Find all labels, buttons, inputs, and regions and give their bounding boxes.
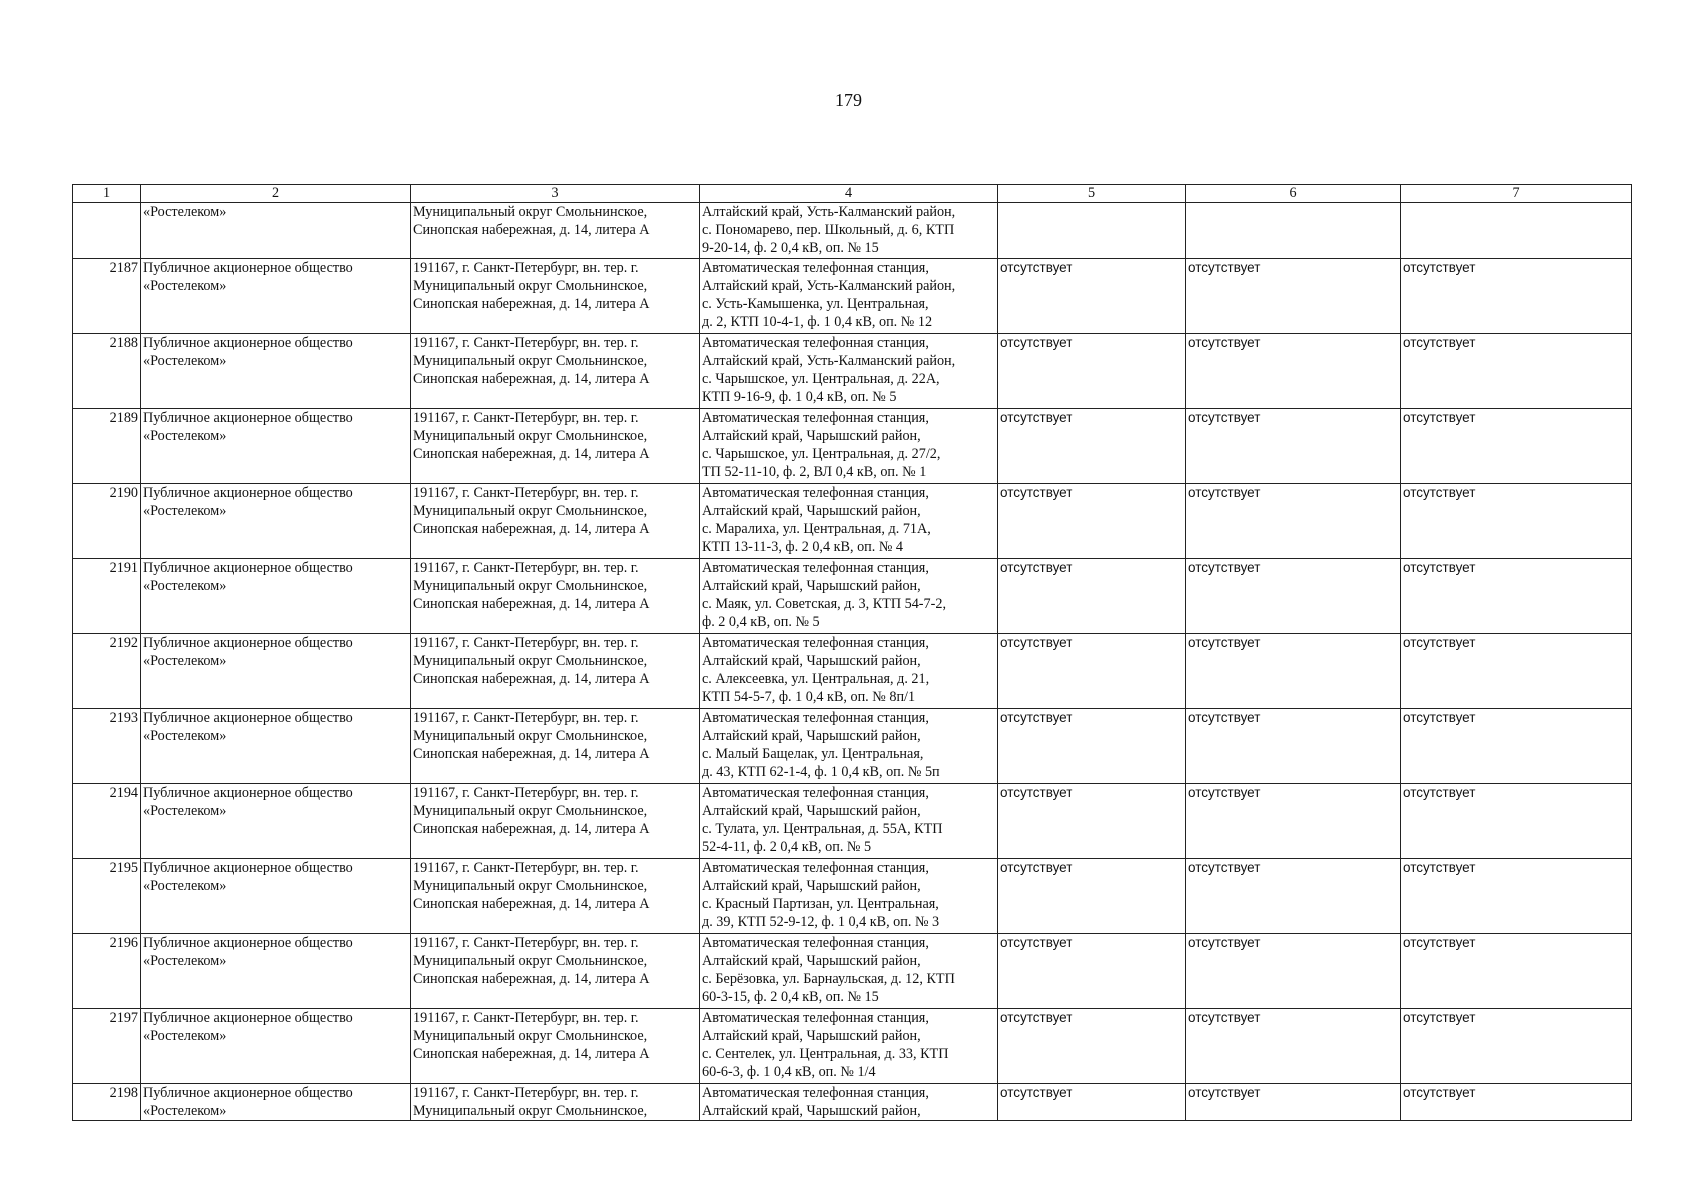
organization-cell-line: Публичное акционерное общество [143,935,353,951]
object-cell-line: Автоматическая телефонная станция, [702,1010,929,1026]
column-5-cell: отсутствует [998,784,1186,859]
address-cell-line: Муниципальный округ Смольнинское, [413,503,648,519]
organization-cell-line: «Ростелеком» [143,878,227,894]
table-row [73,203,1632,259]
address-cell-line: Синопская набережная, д. 14, литера А [413,446,650,462]
row-number: 2198 [73,1084,141,1121]
address-cell [411,1084,700,1121]
row-number: 2196 [73,934,141,1009]
object-cell-line: Алтайский край, Чарышский район, [702,653,921,669]
column-header: 3 [411,185,700,203]
organization-cell-line: «Ростелеком» [143,503,227,519]
address-cell-line: 191167, г. Санкт-Петербург, вн. тер. г. [413,785,639,801]
column-7-cell: отсутствует [1401,709,1632,784]
column-6-cell: отсутствует [1186,1009,1401,1084]
organization-cell [141,409,411,484]
table-row [73,634,1632,709]
column-7-cell: отсутствует [1401,934,1632,1009]
address-cell-line: 191167, г. Санкт-Петербург, вн. тер. г. [413,260,639,276]
column-5-cell: отсутствует [998,1009,1186,1084]
object-cell [700,484,998,559]
address-cell-line: Синопская набережная, д. 14, литера А [413,521,650,537]
address-cell-line: Синопская набережная, д. 14, литера А [413,821,650,837]
object-cell [700,203,998,259]
organization-cell-line: Публичное акционерное общество [143,1085,353,1101]
object-cell [700,634,998,709]
column-6-cell: отсутствует [1186,859,1401,934]
organization-cell-line: Публичное акционерное общество [143,785,353,801]
column-5-cell: отсутствует [998,334,1186,409]
column-number-row [73,185,1632,203]
object-cell-line: Алтайский край, Чарышский район, [702,878,921,894]
address-cell-line: Муниципальный округ Смольнинское, [413,1028,648,1044]
object-cell-line: Алтайский край, Чарышский район, [702,428,921,444]
address-cell [411,334,700,409]
address-cell [411,784,700,859]
column-header: 7 [1401,185,1632,203]
row-number: 2189 [73,409,141,484]
address-cell-line: Муниципальный округ Смольнинское, [413,353,648,369]
object-cell-line: д. 43, КТП 62-1-4, ф. 1 0,4 кВ, оп. № 5п [702,764,940,780]
organization-cell-line: «Ростелеком» [143,803,227,819]
object-cell-line: Автоматическая телефонная станция, [702,335,929,351]
organization-cell-line: Публичное акционерное общество [143,860,353,876]
address-cell-line: Муниципальный округ Смольнинское, [413,653,648,669]
column-header: 2 [141,185,411,203]
organization-cell [141,934,411,1009]
object-cell-line: с. Пономарево, пер. Школьный, д. 6, КТП [702,222,955,238]
object-cell-line: с. Сентелек, ул. Центральная, д. 33, КТП [702,1046,949,1062]
table-row [73,934,1632,1009]
column-7-cell: отсутствует [1401,634,1632,709]
address-cell-line: Муниципальный округ Смольнинское, [413,278,648,294]
organization-cell-line: «Ростелеком» [143,953,227,969]
address-cell-line: Муниципальный округ Смольнинское, [413,428,648,444]
table-body [73,203,1632,1121]
object-cell [700,559,998,634]
object-cell-line: с. Малый Бащелак, ул. Центральная, [702,746,924,762]
table-row [73,709,1632,784]
organization-cell-line: Публичное акционерное общество [143,560,353,576]
object-cell [700,859,998,934]
address-cell-line: Синопская набережная, д. 14, литера А [413,971,650,987]
organization-cell [141,203,411,259]
table-row [73,859,1632,934]
address-cell-line: Муниципальный округ Смольнинское, [413,578,648,594]
organization-cell-line: «Ростелеком» [143,278,227,294]
table-row [73,1084,1632,1121]
organization-cell-line: Публичное акционерное общество [143,485,353,501]
object-cell-line: с. Чарышское, ул. Центральная, д. 22А, [702,371,940,387]
organization-cell-line: «Ростелеком» [143,353,227,369]
address-cell [411,859,700,934]
organization-cell [141,559,411,634]
column-7-cell: отсутствует [1401,859,1632,934]
column-7-cell: отсутствует [1401,484,1632,559]
column-7-cell: отсутствует [1401,409,1632,484]
object-cell-line: с. Чарышское, ул. Центральная, д. 27/2, [702,446,941,462]
column-6-cell: отсутствует [1186,934,1401,1009]
column-5-cell: отсутствует [998,634,1186,709]
object-cell-line: Алтайский край, Чарышский район, [702,1028,921,1044]
address-cell-line: Синопская набережная, д. 14, литера А [413,296,650,312]
organization-cell-line: «Ростелеком» [143,728,227,744]
row-number: 2197 [73,1009,141,1084]
object-cell-line: с. Красный Партизан, ул. Центральная, [702,896,939,912]
table-row [73,409,1632,484]
column-5-cell: отсутствует [998,934,1186,1009]
row-number: 2187 [73,259,141,334]
address-cell [411,409,700,484]
object-cell-line: 60-6-3, ф. 1 0,4 кВ, оп. № 1/4 [702,1064,876,1080]
object-cell-line: Автоматическая телефонная станция, [702,860,929,876]
column-header: 5 [998,185,1186,203]
object-cell-line: с. Тулата, ул. Центральная, д. 55А, КТП [702,821,943,837]
address-cell [411,559,700,634]
column-6-cell: отсутствует [1186,334,1401,409]
organization-cell-line: Публичное акционерное общество [143,710,353,726]
column-6-cell: отсутствует [1186,784,1401,859]
address-cell [411,259,700,334]
column-5-cell: отсутствует [998,259,1186,334]
organization-cell [141,709,411,784]
organization-cell [141,634,411,709]
object-cell-line: Автоматическая телефонная станция, [702,710,929,726]
organization-cell-line: «Ростелеком» [143,1028,227,1044]
column-6-cell [1186,203,1401,259]
object-cell-line: 9-20-14, ф. 2 0,4 кВ, оп. № 15 [702,240,879,256]
address-cell-line: Муниципальный округ Смольнинское, [413,728,648,744]
object-cell-line: КТП 13-11-3, ф. 2 0,4 кВ, оп. № 4 [702,539,904,555]
object-cell-line: с. Алексеевка, ул. Центральная, д. 21, [702,671,930,687]
column-header: 1 [73,185,141,203]
address-cell-line: 191167, г. Санкт-Петербург, вн. тер. г. [413,335,639,351]
column-5-cell: отсутствует [998,559,1186,634]
object-cell [700,784,998,859]
organization-cell-line: «Ростелеком» [143,204,227,220]
organization-cell [141,784,411,859]
object-cell-line: с. Маралиха, ул. Центральная, д. 71А, [702,521,931,537]
organization-cell-line: Публичное акционерное общество [143,260,353,276]
column-7-cell: отсутствует [1401,259,1632,334]
object-cell-line: Алтайский край, Усть-Калманский район, [702,353,956,369]
organization-cell [141,1084,411,1121]
object-cell [700,334,998,409]
address-cell-line: Синопская набережная, д. 14, литера А [413,1046,650,1062]
object-cell-line: Автоматическая телефонная станция, [702,785,929,801]
object-cell-line: Автоматическая телефонная станция, [702,485,929,501]
row-number: 2194 [73,784,141,859]
object-cell-line: Алтайский край, Чарышский район, [702,803,921,819]
column-6-cell: отсутствует [1186,709,1401,784]
address-cell-line: Синопская набережная, д. 14, литера А [413,896,650,912]
page-number: 179 [835,90,862,110]
column-7-cell: отсутствует [1401,784,1632,859]
object-cell-line: ТП 52-11-10, ф. 2, ВЛ 0,4 кВ, оп. № 1 [702,464,927,480]
object-cell [700,1084,998,1121]
address-cell-line: Синопская набережная, д. 14, литера А [413,596,650,612]
table-row [73,1009,1632,1084]
object-cell-line: Автоматическая телефонная станция, [702,560,929,576]
address-cell-line: 191167, г. Санкт-Петербург, вн. тер. г. [413,1085,639,1101]
address-cell-line: 191167, г. Санкт-Петербург, вн. тер. г. [413,485,639,501]
object-cell-line: с. Маяк, ул. Советская, д. 3, КТП 54-7-2, [702,596,946,612]
address-cell-line: Синопская набережная, д. 14, литера А [413,746,650,762]
column-header: 6 [1186,185,1401,203]
organization-cell-line: «Ростелеком» [143,653,227,669]
object-cell-line: Алтайский край, Усть-Калманский район, [702,204,956,220]
column-7-cell: отсутствует [1401,1009,1632,1084]
column-7-cell: отсутствует [1401,559,1632,634]
object-cell-line: Автоматическая телефонная станция, [702,635,929,651]
row-number [73,203,141,259]
object-cell-line: Алтайский край, Чарышский район, [702,578,921,594]
address-cell [411,1009,700,1084]
column-header: 4 [700,185,998,203]
object-cell-line: Алтайский край, Чарышский район, [702,1103,921,1119]
address-cell-line: 191167, г. Санкт-Петербург, вн. тер. г. [413,560,639,576]
object-cell-line: Автоматическая телефонная станция, [702,1085,929,1101]
object-cell-line: д. 2, КТП 10-4-1, ф. 1 0,4 кВ, оп. № 12 [702,314,933,330]
address-cell [411,203,700,259]
address-cell-line: Синопская набережная, д. 14, литера А [413,671,650,687]
object-cell-line: Автоматическая телефонная станция, [702,260,929,276]
object-cell-line: 52-4-11, ф. 2 0,4 кВ, оп. № 5 [702,839,872,855]
column-5-cell [998,203,1186,259]
organization-cell-line: Публичное акционерное общество [143,1010,353,1026]
row-number: 2188 [73,334,141,409]
row-number: 2190 [73,484,141,559]
column-5-cell: отсутствует [998,484,1186,559]
address-cell-line: 191167, г. Санкт-Петербург, вн. тер. г. [413,935,639,951]
address-cell-line: Муниципальный округ Смольнинское, [413,878,648,894]
column-6-cell: отсутствует [1186,259,1401,334]
address-cell-line: Муниципальный округ Смольнинское, [413,1103,648,1119]
address-cell-line: 191167, г. Санкт-Петербург, вн. тер. г. [413,635,639,651]
object-cell [700,409,998,484]
organization-cell [141,859,411,934]
organization-cell [141,1009,411,1084]
column-7-cell: отсутствует [1401,1084,1632,1121]
address-cell [411,934,700,1009]
object-cell-line: Алтайский край, Усть-Калманский район, [702,278,956,294]
organization-cell [141,259,411,334]
address-cell-line: Муниципальный округ Смольнинское, [413,204,648,220]
organization-cell-line: «Ростелеком» [143,578,227,594]
column-6-cell: отсутствует [1186,1084,1401,1121]
table-row [73,559,1632,634]
object-cell-line: ф. 2 0,4 кВ, оп. № 5 [702,614,820,630]
column-6-cell: отсутствует [1186,634,1401,709]
address-cell [411,634,700,709]
column-6-cell: отсутствует [1186,559,1401,634]
column-6-cell: отсутствует [1186,409,1401,484]
object-cell-line: с. Усть-Камышенка, ул. Центральная, [702,296,929,312]
organization-cell-line: «Ростелеком» [143,428,227,444]
object-cell-line: Алтайский край, Чарышский район, [702,953,921,969]
object-cell [700,1009,998,1084]
column-7-cell: отсутствует [1401,334,1632,409]
object-cell-line: Алтайский край, Чарышский район, [702,503,921,519]
object-cell-line: КТП 9-16-9, ф. 1 0,4 кВ, оп. № 5 [702,389,897,405]
organization-cell [141,484,411,559]
address-cell-line: Синопская набережная, д. 14, литера А [413,222,650,238]
row-number: 2191 [73,559,141,634]
object-cell-line: Автоматическая телефонная станция, [702,935,929,951]
column-5-cell: отсутствует [998,859,1186,934]
object-cell [700,934,998,1009]
address-cell-line: 191167, г. Санкт-Петербург, вн. тер. г. [413,860,639,876]
column-5-cell: отсутствует [998,709,1186,784]
object-cell-line: д. 39, КТП 52-9-12, ф. 1 0,4 кВ, оп. № 3 [702,914,940,930]
address-cell-line: 191167, г. Санкт-Петербург, вн. тер. г. [413,1010,639,1026]
object-cell-line: Автоматическая телефонная станция, [702,410,929,426]
column-6-cell: отсутствует [1186,484,1401,559]
object-cell-line: КТП 54-5-7, ф. 1 0,4 кВ, оп. № 8п/1 [702,689,916,705]
address-cell-line: 191167, г. Санкт-Петербург, вн. тер. г. [413,410,639,426]
organization-cell [141,334,411,409]
column-5-cell: отсутствует [998,409,1186,484]
row-number: 2192 [73,634,141,709]
table-row [73,784,1632,859]
object-cell-line: Алтайский край, Чарышский район, [702,728,921,744]
object-cell [700,709,998,784]
table-row [73,259,1632,334]
registry-table [72,184,1632,1121]
address-cell [411,484,700,559]
table-row [73,484,1632,559]
organization-cell-line: «Ростелеком» [143,1103,227,1119]
object-cell-line: 60-3-15, ф. 2 0,4 кВ, оп. № 15 [702,989,879,1005]
organization-cell-line: Публичное акционерное общество [143,410,353,426]
address-cell [411,709,700,784]
address-cell-line: 191167, г. Санкт-Петербург, вн. тер. г. [413,710,639,726]
organization-cell-line: Публичное акционерное общество [143,335,353,351]
organization-cell-line: Публичное акционерное общество [143,635,353,651]
address-cell-line: Муниципальный округ Смольнинское, [413,953,648,969]
address-cell-line: Муниципальный округ Смольнинское, [413,803,648,819]
row-number: 2195 [73,859,141,934]
address-cell-line: Синопская набережная, д. 14, литера А [413,371,650,387]
object-cell [700,259,998,334]
table-row [73,334,1632,409]
row-number: 2193 [73,709,141,784]
column-7-cell [1401,203,1632,259]
object-cell-line: с. Берёзовка, ул. Барнаульская, д. 12, КТП [702,971,955,987]
column-5-cell: отсутствует [998,1084,1186,1121]
